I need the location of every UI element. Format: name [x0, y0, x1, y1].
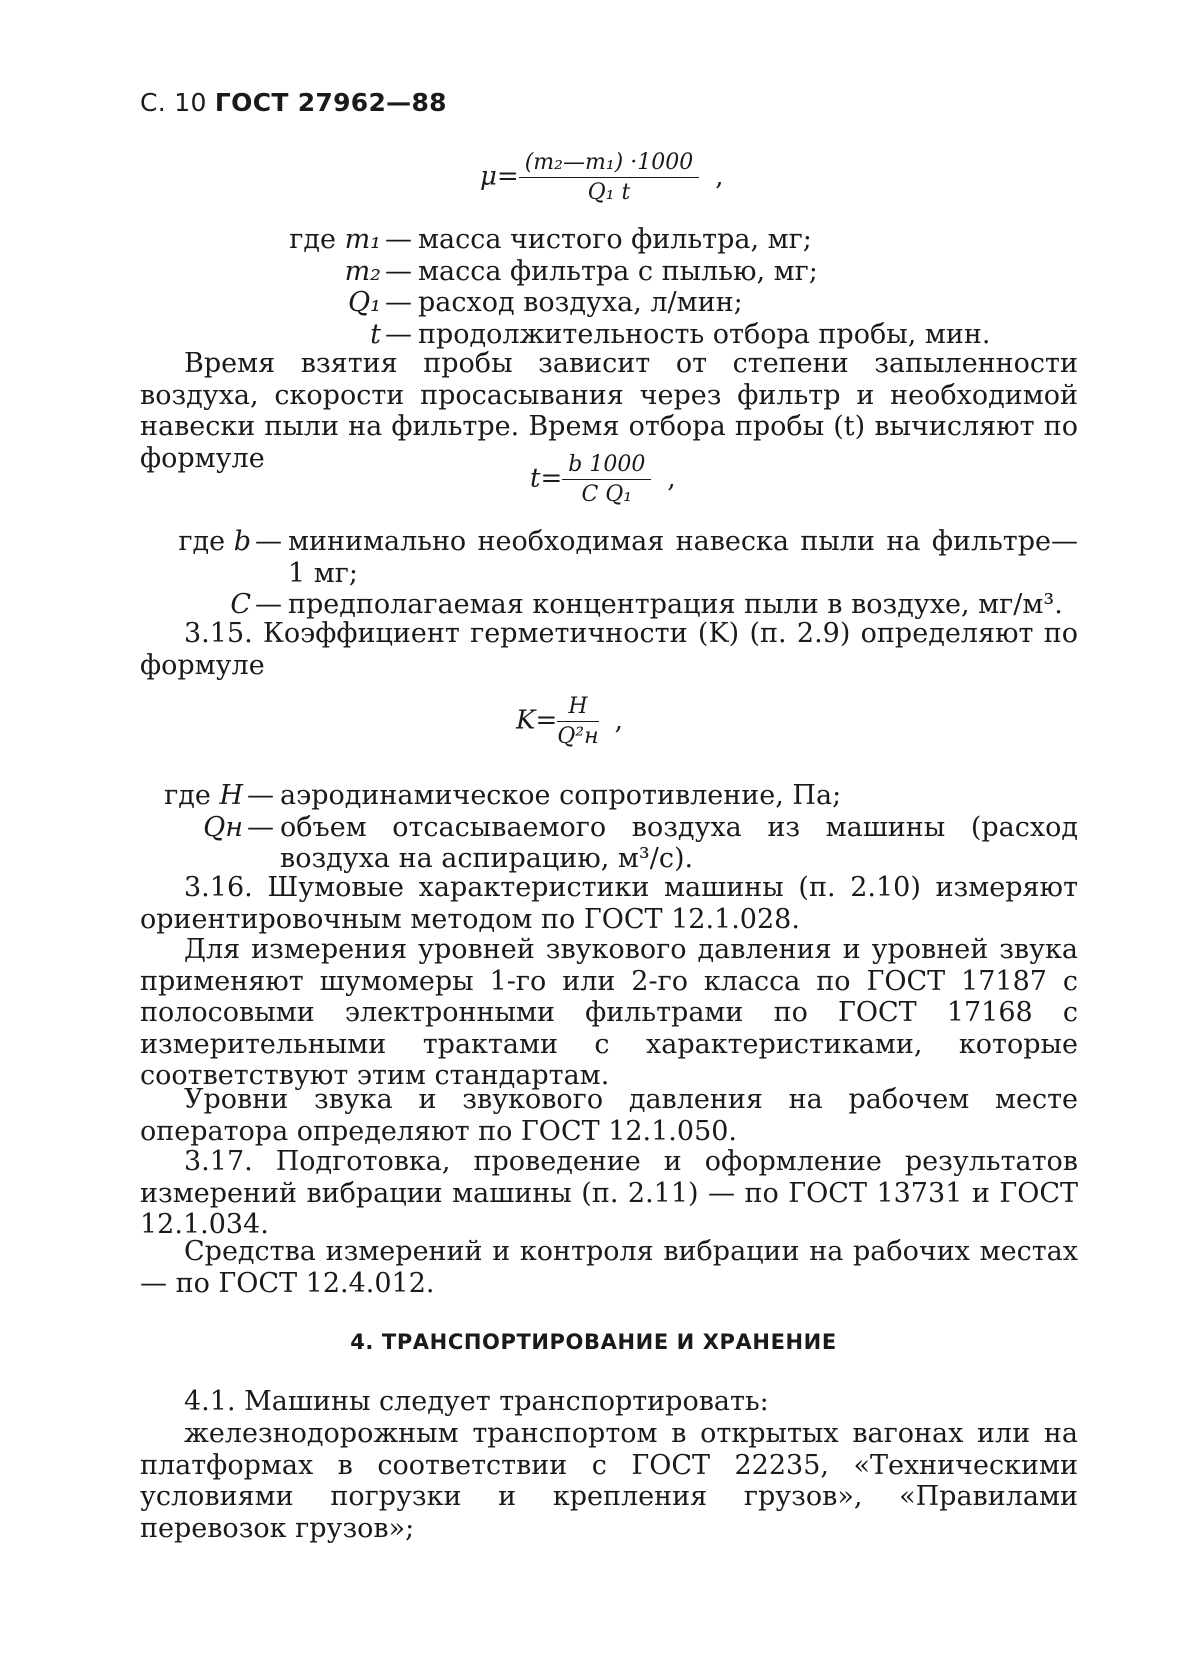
formula-k-denominator: Q²н	[557, 724, 599, 749]
symbol: t	[370, 318, 381, 350]
definition-text: продолжительность отбора пробы, мин.	[418, 318, 991, 350]
paragraph-rail-transport: железнодорожным транспортом в открытых вагонах или на платформах в соответствии с ГОСТ 22235, «Техническими условиями погрузки и крепления грузов», «Правилами перевозок грузов»;	[140, 1418, 1078, 1544]
formula-k-lhs: K	[516, 705, 536, 736]
formula-t-numerator: b 1000	[562, 452, 651, 480]
definition-row: t — продолжительность отбора пробы, мин.	[140, 319, 1078, 351]
formula-t-denominator: C Q₁	[581, 482, 633, 507]
symbol: b	[233, 526, 251, 557]
section-4-heading: 4. ТРАНСПОРТИРОВАНИЕ И ХРАНЕНИЕ	[350, 1330, 837, 1354]
paragraph-4-1: 4.1. Машины следует транспортировать:	[184, 1386, 769, 1417]
definition-row: Q₁ — расход воздуха, л/мин;	[140, 287, 1078, 319]
formula-mu-lhs: μ	[480, 161, 497, 192]
symbol: H	[219, 780, 243, 811]
paragraph-noise-measurement: Для измерения уровней звукового давления и уровней звука применяют шумомеры 1-го или 2-го класса по ГОСТ 17187 с полосовыми электронными фильтрами по ГОСТ 17168 с измерительными трактами с характеристиками, которые соответствуют этим стандартам.	[140, 934, 1078, 1091]
formula-k-numerator: H	[557, 694, 598, 722]
paragraph-vibration-means: Средства измерений и контроля вибрации на рабочих местах — по ГОСТ 12.4.012.	[140, 1236, 1078, 1299]
definition-text: расход воздуха, л/мин;	[418, 287, 743, 318]
paragraph-sound-levels: Уровни звука и звукового давления на рабочем месте оператора определяют по ГОСТ 12.1.050.	[140, 1084, 1078, 1147]
formula-mu-comma: ,	[715, 161, 724, 192]
definition-text: объем отсасываемого воздуха из машины (расход воздуха на аспирацию, м³/с).	[280, 811, 1078, 874]
definition-text: масса чистого фильтра, мг;	[418, 224, 812, 255]
formula-t-comma: ,	[667, 463, 676, 494]
page-number: С. 10	[140, 88, 207, 117]
definition-row: Qн — объем отсасываемого воздуха из машины (расход воздуха на аспирацию, м³/с).	[203, 811, 1078, 874]
paragraph-sampling-time: Время взятия пробы зависит от степени запыленности воздуха, скорости просасывания через фильтр и необходимой навески пыли на фильтре. Время отбора пробы (t) вычисляют по формуле	[140, 348, 1078, 474]
formula-t-lhs: t	[530, 463, 541, 494]
definition-text: аэродинамическое сопротивление, Па;	[280, 780, 842, 811]
definition-text: минимально необходимая навеска пыли на фильтре— 1 мг;	[288, 526, 1078, 589]
page-header	[140, 88, 447, 117]
paragraph-3-16: 3.16. Шумовые характеристики машины (п. 2.10) измеряют ориентировочным методом по ГОСТ 12.1.028.	[140, 872, 1078, 935]
formula-k: K= $\frac{H}{\text{Q²н}}$ ,	[516, 694, 623, 749]
definition-row: где H — аэродинамическое сопротивление, Па;	[140, 780, 1078, 812]
symbol: C	[230, 589, 251, 620]
paragraph-3-15: 3.15. Коэффициент герметичности (K) (п. 2.9) определяют по формуле	[140, 618, 1078, 681]
paragraph-3-17: 3.17. Подготовка, проведение и оформление результатов измерений вибрации машины (п. 2.11) — по ГОСТ 13731 и ГОСТ 12.1.034.	[140, 1146, 1078, 1240]
formula-t: t= $\frac{b 1000}{\text{C Q₁}}$ ,	[530, 452, 676, 507]
definition-text: масса фильтра с пылью, мг;	[418, 255, 818, 287]
symbol: Q₁	[348, 287, 381, 318]
formula-k-comma: ,	[614, 705, 623, 736]
standard-code: ГОСТ 27962—88	[214, 88, 447, 117]
formula-mu: μ= $\frac{\text{(m₂—m₁) ·1000}}{\text{Q₁ t}}$ ,	[480, 150, 724, 205]
definition-row: где m₁ — масса чистого фильтра, мг;	[140, 224, 1078, 256]
definition-row: где b — минимально необходимая навеска пыли на фильтре— 1 мг;	[178, 526, 1078, 589]
definition-row: m₂ — масса фильтра с пылью, мг;	[140, 256, 1078, 288]
symbol: m₁	[344, 224, 381, 255]
definitions-mu	[140, 224, 1078, 350]
formula-mu-denominator: Q₁ t	[587, 180, 631, 205]
symbol: m₂	[344, 255, 381, 287]
symbol: Qн	[203, 811, 243, 843]
formula-mu-numerator: (m₂—m₁) ·1000	[519, 150, 700, 178]
definition-text: предполагаемая концентрация пыли в воздухе, мг/м³.	[288, 589, 1063, 620]
definitions-t	[140, 526, 1078, 621]
definitions-k	[140, 780, 1078, 875]
definition-row: C — предполагаемая концентрация пыли в воздухе, мг/м³.	[140, 589, 1078, 621]
